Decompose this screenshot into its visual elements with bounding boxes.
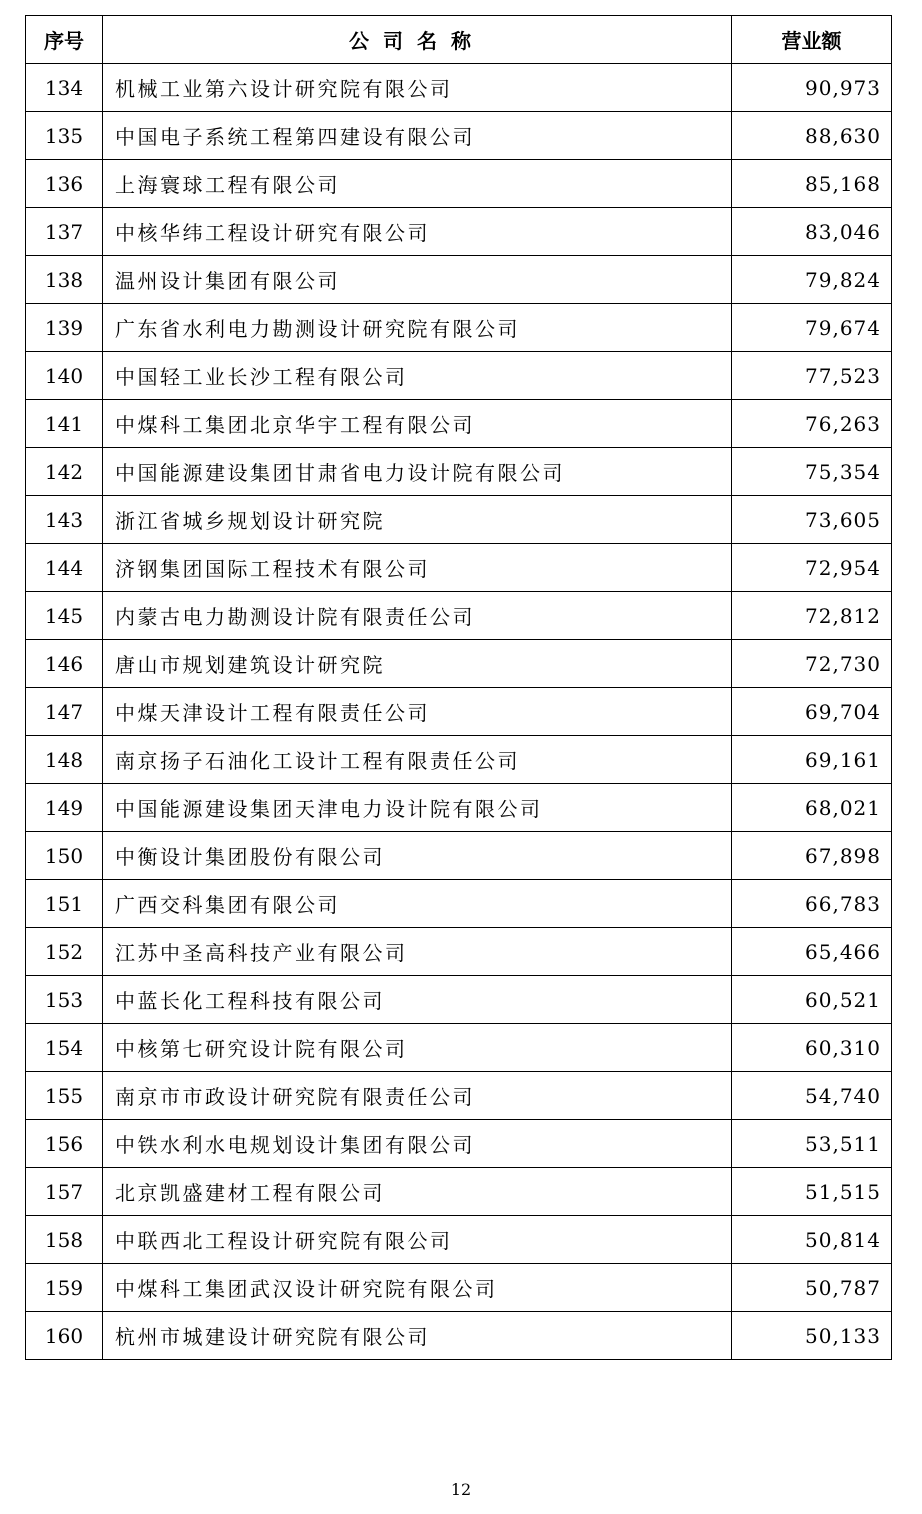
table-row (26, 1024, 892, 1072)
table-row (26, 736, 892, 784)
company-name-cell: 中核第七研究设计院有限公司 (103, 1024, 732, 1072)
serial-number-cell: 155 (26, 1072, 103, 1120)
serial-number-cell: 147 (26, 688, 103, 736)
serial-number-cell: 152 (26, 928, 103, 976)
company-name-cell: 济钢集团国际工程技术有限公司 (103, 544, 732, 592)
company-name-cell: 温州设计集团有限公司 (103, 256, 732, 304)
company-name-cell: 中联西北工程设计研究院有限公司 (103, 1216, 732, 1264)
serial-number-cell: 137 (26, 208, 103, 256)
serial-number-cell: 160 (26, 1312, 103, 1360)
revenue-cell: 53,511 (732, 1120, 892, 1168)
company-name-cell: 中煤科工集团武汉设计研究院有限公司 (103, 1264, 732, 1312)
serial-number-cell: 134 (26, 64, 103, 112)
table-row (26, 1072, 892, 1120)
serial-number-cell: 157 (26, 1168, 103, 1216)
serial-number-cell: 143 (26, 496, 103, 544)
serial-number-cell: 141 (26, 400, 103, 448)
company-name-cell: 中煤科工集团北京华宇工程有限公司 (103, 400, 732, 448)
table-row (26, 112, 892, 160)
table-row (26, 592, 892, 640)
revenue-cell: 69,161 (732, 736, 892, 784)
table-row (26, 352, 892, 400)
serial-number-cell: 149 (26, 784, 103, 832)
table-row (26, 1312, 892, 1360)
revenue-cell: 88,630 (732, 112, 892, 160)
table-row (26, 400, 892, 448)
serial-number-cell: 140 (26, 352, 103, 400)
serial-number-cell: 158 (26, 1216, 103, 1264)
company-name-cell: 浙江省城乡规划设计研究院 (103, 496, 732, 544)
table-row (26, 256, 892, 304)
serial-number-cell: 135 (26, 112, 103, 160)
revenue-cell: 76,263 (732, 400, 892, 448)
company-name-cell: 杭州市城建设计研究院有限公司 (103, 1312, 732, 1360)
company-name-cell: 江苏中圣高科技产业有限公司 (103, 928, 732, 976)
table-row (26, 1120, 892, 1168)
serial-number-cell: 138 (26, 256, 103, 304)
table-row (26, 208, 892, 256)
serial-number-cell: 154 (26, 1024, 103, 1072)
revenue-cell: 83,046 (732, 208, 892, 256)
revenue-cell: 85,168 (732, 160, 892, 208)
revenue-cell: 50,133 (732, 1312, 892, 1360)
company-name-cell: 北京凯盛建材工程有限公司 (103, 1168, 732, 1216)
table-row (26, 1264, 892, 1312)
company-name-cell: 广东省水利电力勘测设计研究院有限公司 (103, 304, 732, 352)
company-name-cell: 南京市市政设计研究院有限责任公司 (103, 1072, 732, 1120)
table-row (26, 688, 892, 736)
table-row (26, 496, 892, 544)
table-row (26, 1168, 892, 1216)
table-row (26, 640, 892, 688)
company-name-cell: 中煤天津设计工程有限责任公司 (103, 688, 732, 736)
header-row (26, 16, 892, 64)
serial-number-cell: 156 (26, 1120, 103, 1168)
ranking-table (25, 15, 892, 1360)
table-row (26, 64, 892, 112)
serial-number-cell: 150 (26, 832, 103, 880)
revenue-cell: 72,730 (732, 640, 892, 688)
company-name-cell: 上海寰球工程有限公司 (103, 160, 732, 208)
revenue-cell: 50,787 (732, 1264, 892, 1312)
company-name-cell: 内蒙古电力勘测设计院有限责任公司 (103, 592, 732, 640)
revenue-cell: 68,021 (732, 784, 892, 832)
table-row (26, 784, 892, 832)
table-header (26, 16, 892, 64)
revenue-cell: 51,515 (732, 1168, 892, 1216)
revenue-cell: 73,605 (732, 496, 892, 544)
company-name-cell: 中国能源建设集团天津电力设计院有限公司 (103, 784, 732, 832)
serial-number-cell: 139 (26, 304, 103, 352)
page-number: 12 (450, 1480, 472, 1499)
revenue-cell: 60,310 (732, 1024, 892, 1072)
company-name-cell: 广西交科集团有限公司 (103, 880, 732, 928)
table-row (26, 304, 892, 352)
revenue-cell: 77,523 (732, 352, 892, 400)
revenue-cell: 75,354 (732, 448, 892, 496)
table-row (26, 544, 892, 592)
company-name-cell: 中国电子系统工程第四建设有限公司 (103, 112, 732, 160)
revenue-cell: 54,740 (732, 1072, 892, 1120)
header-company-name: 公司名称 (103, 16, 732, 64)
table-row (26, 928, 892, 976)
revenue-cell: 72,812 (732, 592, 892, 640)
serial-number-cell: 151 (26, 880, 103, 928)
revenue-cell: 66,783 (732, 880, 892, 928)
serial-number-cell: 142 (26, 448, 103, 496)
revenue-cell: 79,824 (732, 256, 892, 304)
revenue-cell: 50,814 (732, 1216, 892, 1264)
table-row (26, 880, 892, 928)
company-name-cell: 中国能源建设集团甘肃省电力设计院有限公司 (103, 448, 732, 496)
table-row (26, 448, 892, 496)
serial-number-cell: 144 (26, 544, 103, 592)
serial-number-cell: 146 (26, 640, 103, 688)
table-row (26, 976, 892, 1024)
company-name-cell: 机械工业第六设计研究院有限公司 (103, 64, 732, 112)
company-name-cell: 南京扬子石油化工设计工程有限责任公司 (103, 736, 732, 784)
serial-number-cell: 136 (26, 160, 103, 208)
serial-number-cell: 159 (26, 1264, 103, 1312)
revenue-cell: 79,674 (732, 304, 892, 352)
company-name-cell: 中蓝长化工程科技有限公司 (103, 976, 732, 1024)
company-name-cell: 中核华纬工程设计研究有限公司 (103, 208, 732, 256)
revenue-cell: 65,466 (732, 928, 892, 976)
revenue-cell: 67,898 (732, 832, 892, 880)
revenue-cell: 90,973 (732, 64, 892, 112)
revenue-cell: 60,521 (732, 976, 892, 1024)
table-body (26, 64, 892, 1360)
table-row (26, 160, 892, 208)
serial-number-cell: 148 (26, 736, 103, 784)
company-name-cell: 唐山市规划建筑设计研究院 (103, 640, 732, 688)
header-revenue: 营业额 (732, 16, 892, 64)
company-name-cell: 中铁水利水电规划设计集团有限公司 (103, 1120, 732, 1168)
table-row (26, 832, 892, 880)
header-serial-number: 序号 (26, 16, 103, 64)
company-name-cell: 中国轻工业长沙工程有限公司 (103, 352, 732, 400)
revenue-cell: 69,704 (732, 688, 892, 736)
serial-number-cell: 145 (26, 592, 103, 640)
revenue-cell: 72,954 (732, 544, 892, 592)
company-name-cell: 中衡设计集团股份有限公司 (103, 832, 732, 880)
serial-number-cell: 153 (26, 976, 103, 1024)
table-row (26, 1216, 892, 1264)
